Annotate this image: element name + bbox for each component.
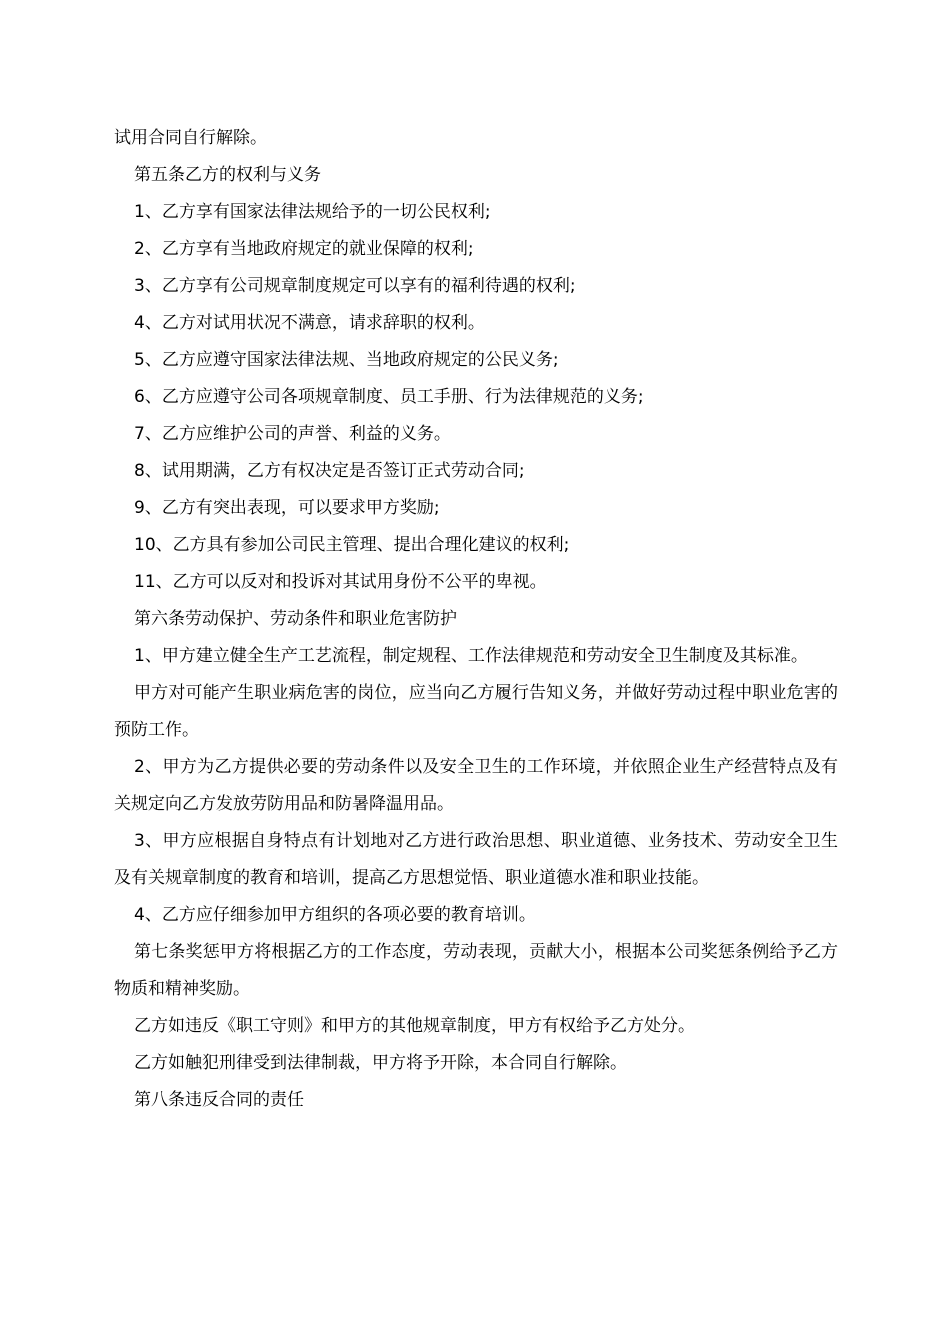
list-item-6-1: 1、甲方建立健全生产工艺流程，制定规程、工作法律规范和劳动安全卫生制度及其标准。 [134,646,808,666]
list-item-5-6: 6、乙方应遵守公司各项规章制度、员工手册、行为法律规范的义务; [134,387,644,407]
list-item-5-8: 8、试用期满，乙方有权决定是否签订正式劳动合同; [134,461,525,481]
list-item-5-11: 11、乙方可以反对和投诉对其试用身份不公平的卑视。 [134,572,547,592]
list-item-6-3: 3、甲方应根据自身特点有计划地对乙方进行政治思想、职业道德、业务技术、劳动安全卫生及有关规章制度的教育和培训，提高乙方思想觉悟、职业道德水准和职业技能。 [114,831,838,888]
section-heading-6: 第六条劳动保护、劳动条件和职业危害防护 [134,609,457,629]
list-item-5-10: 10、乙方具有参加公司民主管理、提出合理化建议的权利; [134,535,570,555]
list-item-6-2: 2、甲方为乙方提供必要的劳动条件以及安全卫生的工作环境，并依照企业生产经营特点及有关规定向乙方发放劳防用品和防暑降温用品。 [114,757,838,814]
paragraph-7-2: 乙方如违反《职工守则》和甲方的其他规章制度，甲方有权给予乙方处分。 [134,1016,695,1036]
list-item-5-4: 4、乙方对试用状况不满意，请求辞职的权利。 [134,313,485,333]
list-item-5-7: 7、乙方应维护公司的声誉、利益的义务。 [134,424,451,444]
paragraph-7-3: 乙方如触犯刑律受到法律制裁，甲方将予开除，本合同自行解除。 [134,1053,627,1073]
list-item-5-1: 1、乙方享有国家法律法规给予的一切公民权利; [134,202,491,222]
paragraph-6-1-continued: 甲方对可能产生职业病危害的岗位，应当向乙方履行告知义务，并做好劳动过程中职业危害的预防工作。 [114,683,838,740]
list-item-6-4: 4、乙方应仔细参加甲方组织的各项必要的教育培训。 [134,905,536,925]
list-item-5-5: 5、乙方应遵守国家法律法规、当地政府规定的公民义务; [134,350,559,370]
paragraph-0: 试用合同自行解除。 [114,128,267,148]
section-heading-8: 第八条违反合同的责任 [134,1090,304,1110]
section-heading-7: 第七条奖惩甲方将根据乙方的工作态度，劳动表现，贡献大小，根据本公司奖惩条例给予乙方物质和精神奖励。 [114,942,838,999]
document-body [114,120,838,1119]
list-item-5-2: 2、乙方享有当地政府规定的就业保障的权利; [134,239,474,259]
list-item-5-9: 9、乙方有突出表现，可以要求甲方奖励; [134,498,440,518]
section-heading-5: 第五条乙方的权利与义务 [134,165,321,185]
list-item-5-3: 3、乙方享有公司规章制度规定可以享有的福利待遇的权利; [134,276,576,296]
